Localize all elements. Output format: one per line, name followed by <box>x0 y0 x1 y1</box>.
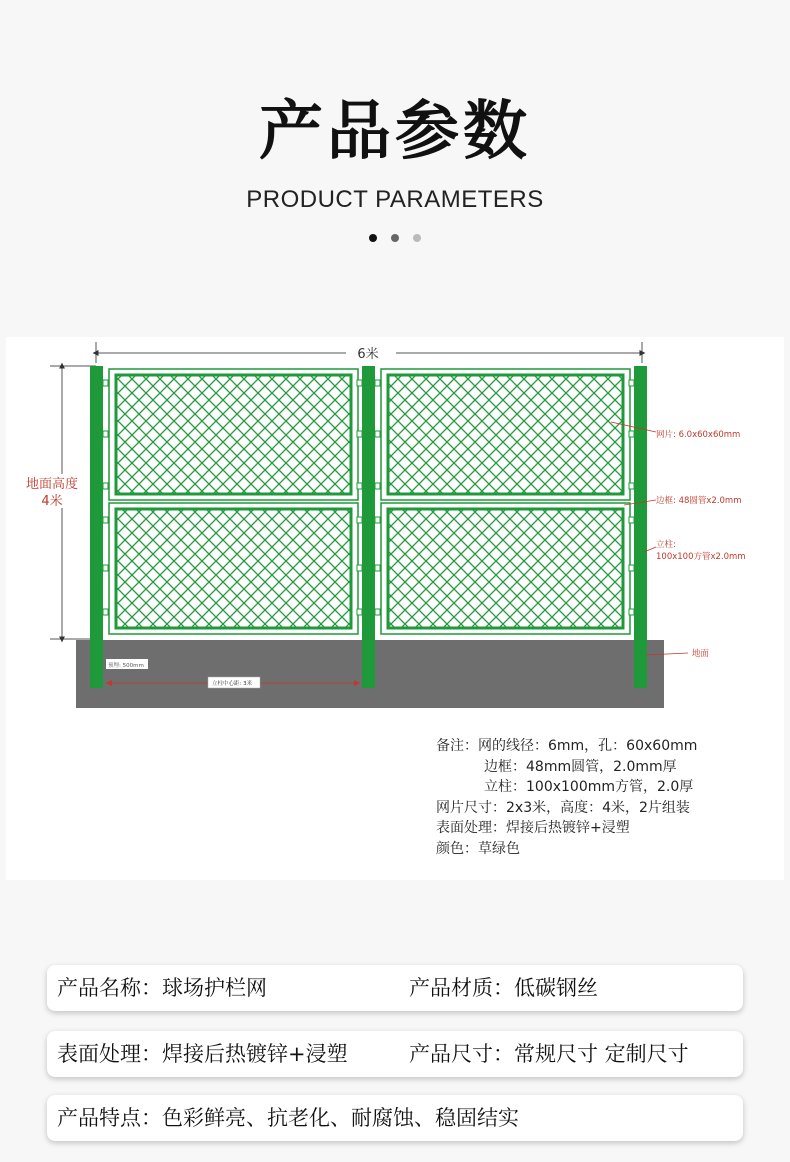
note-line: 颜色：草绿色 <box>436 840 520 857</box>
note-line: 边框：48mm圆管，2.0mm厚 <box>484 758 677 775</box>
post-spec-label: 立柱: <box>656 540 676 550</box>
param-row-surface-size <box>47 1031 743 1077</box>
post-spec-value: 100x100方管x2.0mm <box>656 552 746 562</box>
product-surface: 表面处理：焊接后热镀锌+浸塑 <box>57 1042 348 1066</box>
post-spacing-label: 立柱中心距: 3米 <box>212 681 253 687</box>
pagination-dots <box>0 234 790 242</box>
note-line: 立柱：100x100mm方管，2.0厚 <box>484 779 694 795</box>
dot-active <box>369 234 377 242</box>
mesh-spec-label: 网片: 6.0x60x60mm <box>656 430 741 440</box>
product-features: 产品特点：色彩鲜亮、抗老化、耐腐蚀、稳固结实 <box>57 1106 519 1130</box>
product-material: 产品材质：低碳钢丝 <box>409 976 598 1000</box>
param-row-name-material <box>47 965 743 1011</box>
height-label: 地面高度 <box>25 477 79 492</box>
dot <box>413 234 421 242</box>
product-name: 产品名称：球场护栏网 <box>57 976 267 1000</box>
param-row-features <box>47 1095 743 1141</box>
page-subtitle: PRODUCT PARAMETERS <box>246 186 544 213</box>
note-line: 网片尺寸：2x3米，高度：4米，2片组装 <box>436 799 690 816</box>
ground-label: 地面 <box>692 649 710 659</box>
frame-spec-label: 边框: 48圆管x2.0mm <box>656 496 742 506</box>
width-label: 6米 <box>357 347 379 362</box>
fence-diagram <box>6 337 784 880</box>
height-value: 4米 <box>41 494 63 509</box>
note-line: 备注：网的线径：6mm，孔：60x60mm <box>436 738 698 754</box>
product-size: 产品尺寸：常规尺寸 定制尺寸 <box>409 1042 689 1066</box>
note-line: 表面处理：焊接后热镀锌+浸塑 <box>436 820 630 836</box>
notes-block <box>436 736 697 859</box>
page-title: 产品参数 <box>259 95 531 169</box>
embed-label: 预埋: 500mm <box>108 663 144 669</box>
dot <box>391 234 399 242</box>
